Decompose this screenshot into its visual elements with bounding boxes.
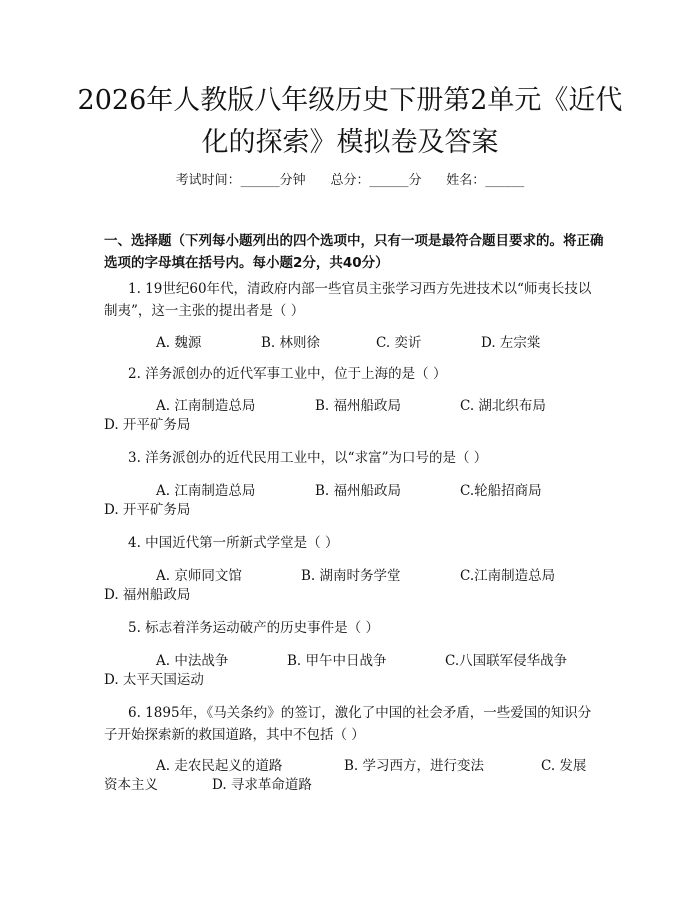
option: A. 京师同文馆 xyxy=(156,568,242,584)
option: B. 甲午中日战争 xyxy=(287,653,387,669)
option: B. 福州船政局 xyxy=(315,483,402,499)
option: A. 江南制造总局 xyxy=(156,483,256,499)
option: B. 福州船政局 xyxy=(315,398,402,414)
exam-meta xyxy=(0,172,700,190)
question-stem: 6. 1895年，《马关条约》的签订，激化了中国的社会矛盾，一些爱国的知识分子开始探索新的救国道路，其中不包括（ ） xyxy=(104,705,592,743)
option: B. 湖南时务学堂 xyxy=(301,568,401,584)
question-stem: 1. 19世纪60年代，清政府内部一些官员主张学习西方先进技术以“师夷长技以制夷”，这一主张的提出者是（ ） xyxy=(104,281,592,319)
option: B. 学习西方，进行变法 xyxy=(344,758,485,774)
question-stem: 3. 洋务派创办的近代民用工业中，以“求富”为口号的是（ ） xyxy=(128,450,488,466)
option: C. 奕䜣 xyxy=(376,335,422,351)
option: D. 寻求革命道路 xyxy=(212,777,312,793)
option: C. 发展 xyxy=(541,758,587,774)
question-stem: 5. 标志着洋务运动破产的历史事件是（ ） xyxy=(128,620,379,636)
exam-time: 考试时间：______分钟 xyxy=(175,173,306,188)
option: A. 魏源 xyxy=(156,335,202,351)
student-name: 姓名：______ xyxy=(446,173,525,188)
option: D. 太平天国运动 xyxy=(104,672,204,688)
page-title: 2026年人教版八年级历史下册第2单元《近代化的探索》模拟卷及答案 xyxy=(77,85,623,158)
option: D. 福州船政局 xyxy=(104,587,191,603)
option: D. 左宗棠 xyxy=(481,335,541,351)
option: C. 湖北织布局 xyxy=(460,398,546,414)
option: D. 开平矿务局 xyxy=(104,502,191,518)
option: C.八国联军侵华战争 xyxy=(445,653,568,669)
option-wrap-text: 资本主义 xyxy=(104,777,158,793)
option: C.江南制造总局 xyxy=(460,568,556,584)
option: B. 林则徐 xyxy=(261,335,321,351)
question-stem: 2. 洋务派创办的近代军事工业中，位于上海的是（ ） xyxy=(128,366,447,382)
exam-score: 总分：______分 xyxy=(330,173,422,188)
option: C.轮船招商局 xyxy=(460,483,542,499)
option: D. 开平矿务局 xyxy=(104,417,191,433)
option: A. 江南制造总局 xyxy=(156,398,256,414)
option: A. 走农民起义的道路 xyxy=(156,758,283,774)
section-heading: 一、选择题（下列每小题列出的四个选项中，只有一项是最符合题目要求的。将正确选项的字母填在括号内。每小题2分，共40分） xyxy=(104,233,604,271)
option: A. 中法战争 xyxy=(156,653,229,669)
question-stem: 4. 中国近代第一所新式学堂是（ ） xyxy=(128,535,339,551)
